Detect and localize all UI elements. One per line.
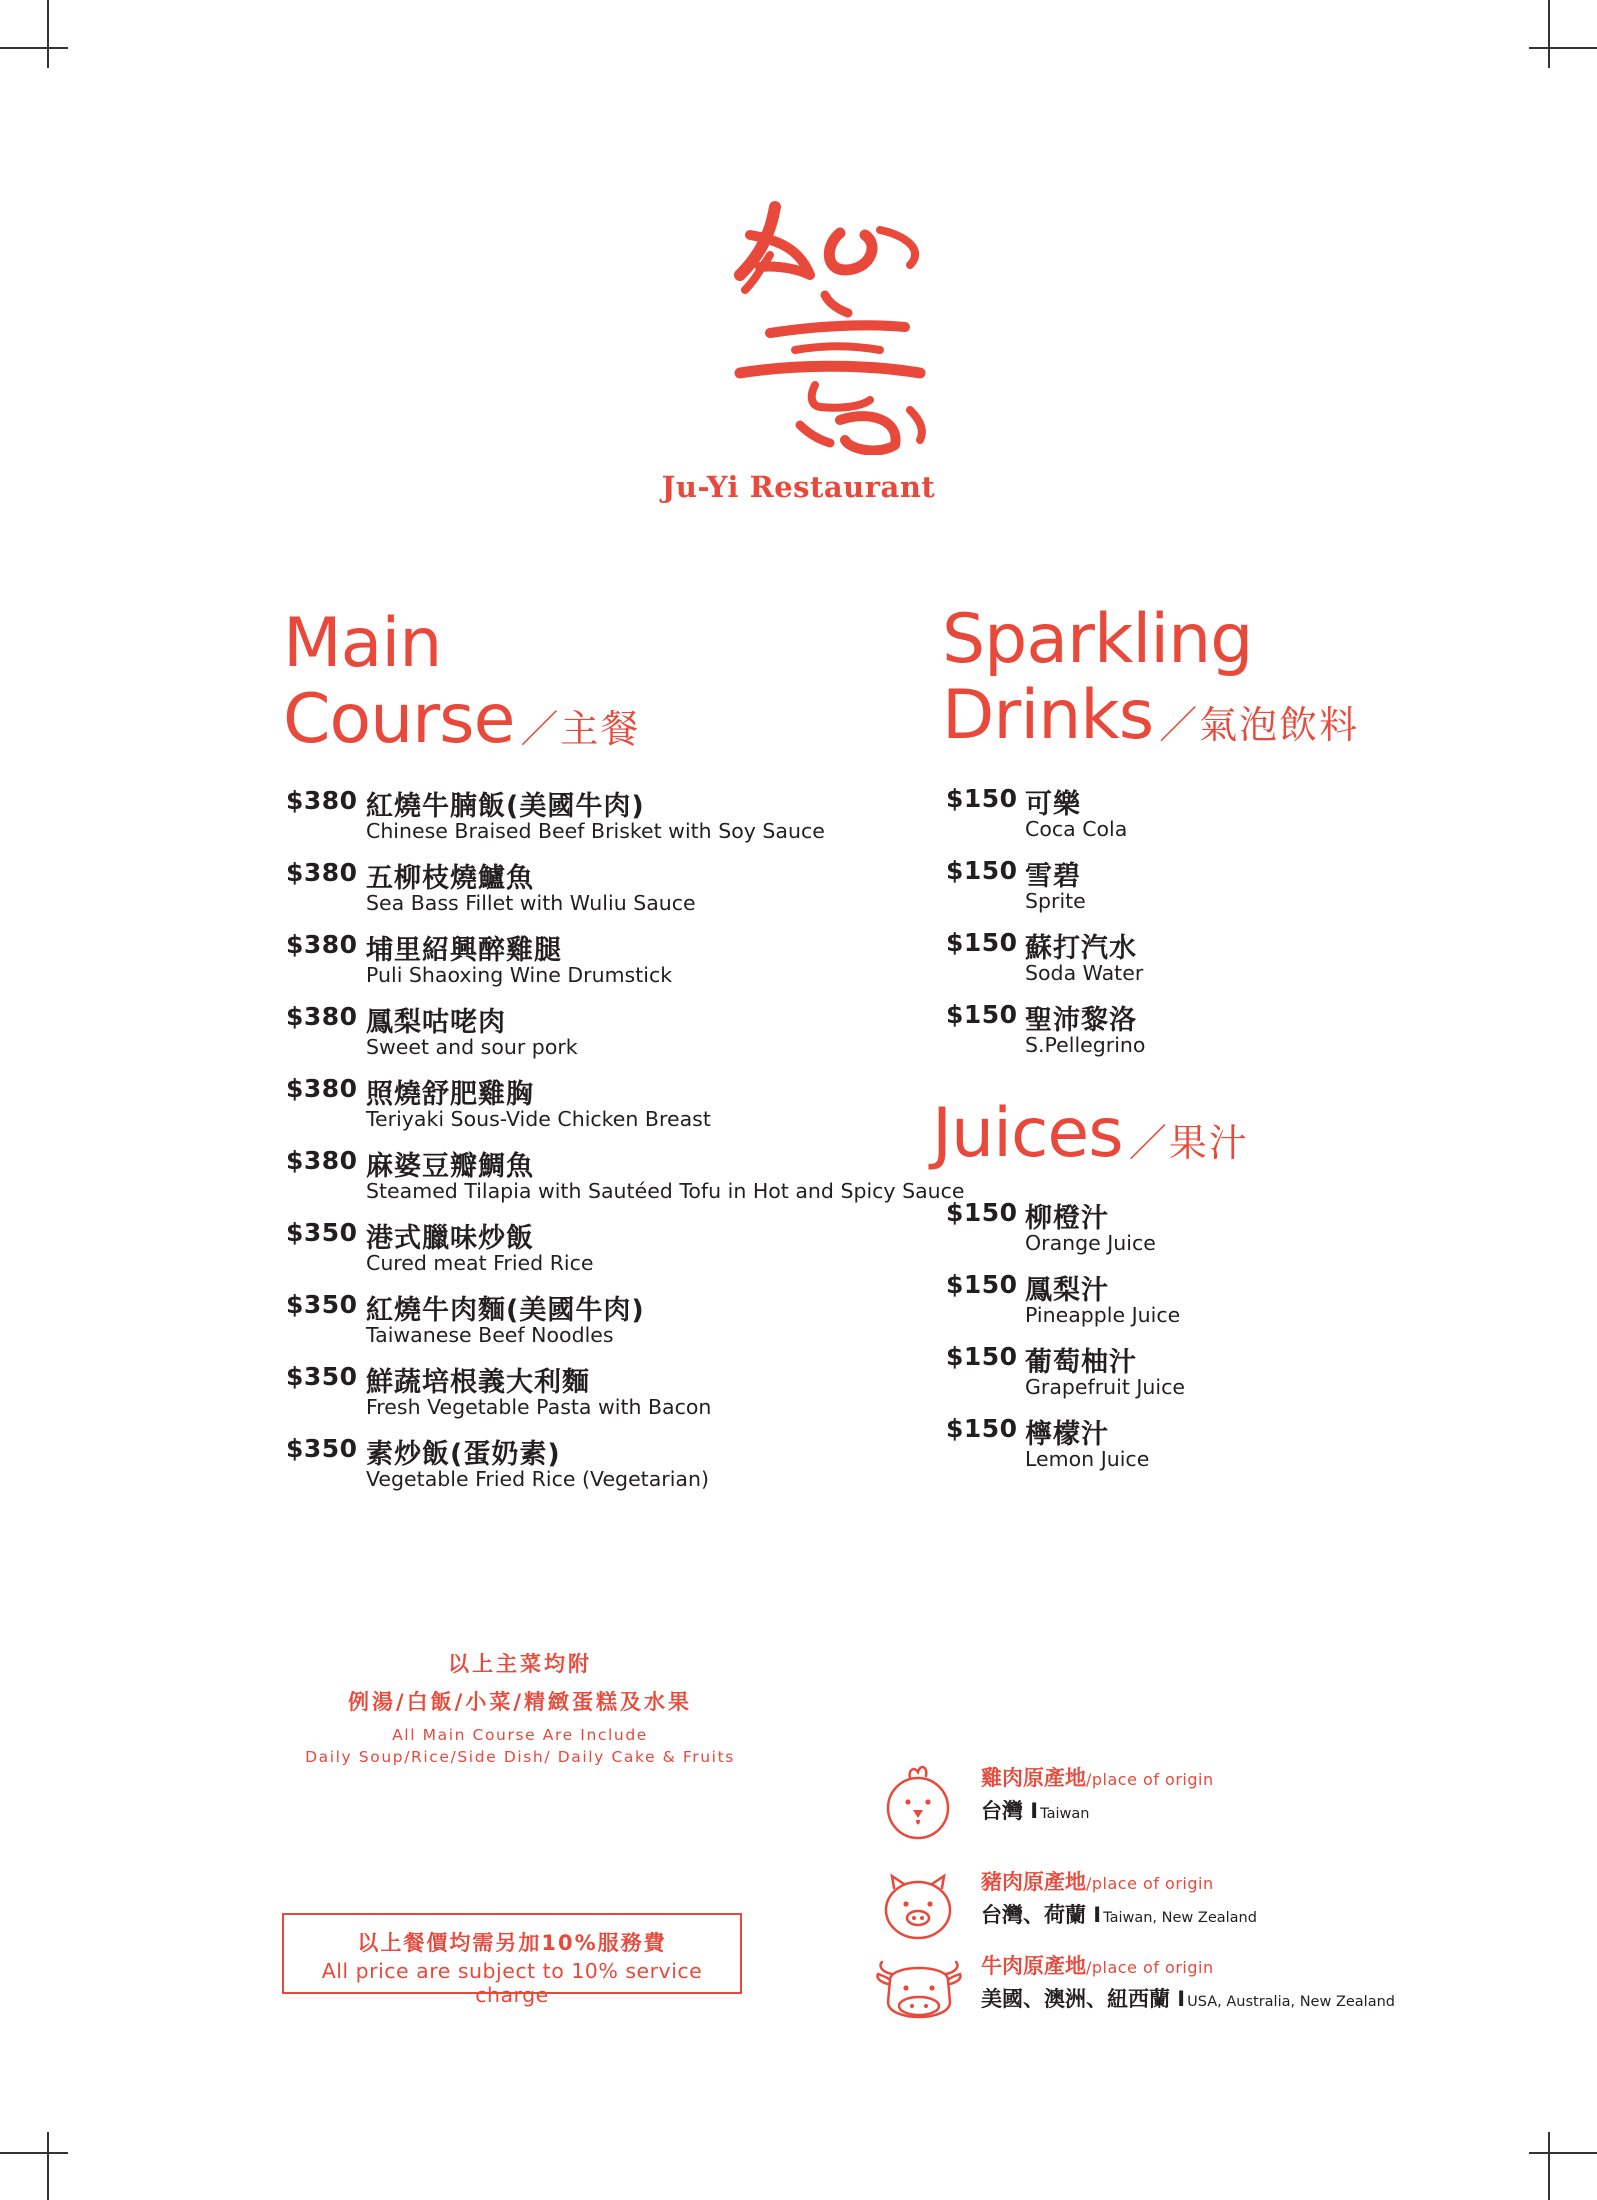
item-name-en: Sea Bass Fillet with Wuliu Sauce <box>366 891 696 915</box>
item-name-en: Steamed Tilapia with Sautéed Tofu in Hot and Spicy Sauce <box>366 1179 965 1203</box>
service-charge-en: All price are subject to 10% service charge <box>321 1959 703 2007</box>
item-name-en: Soda Water <box>1025 961 1144 985</box>
menu-item <box>286 1362 946 1434</box>
pig-icon <box>880 1866 956 1946</box>
item-name-zh: 紅燒牛腩飯(美國牛肉) <box>366 791 645 822</box>
main-course-heading <box>283 604 641 759</box>
item-name-zh: 聖沛黎洛 <box>1025 1005 1137 1036</box>
menu-item <box>946 784 1446 856</box>
menu-item <box>946 928 1446 1000</box>
menu-item <box>286 1290 946 1362</box>
origin-title: 豬肉原產地/place of origin <box>981 1870 1214 1894</box>
sparkling-heading <box>942 600 1360 755</box>
menu-item <box>286 1074 946 1146</box>
menu-item <box>946 856 1446 928</box>
menu-item <box>286 1146 965 1218</box>
item-name-en: Pineapple Juice <box>1025 1303 1181 1327</box>
item-name-zh: 鳳梨咕咾肉 <box>366 1007 506 1038</box>
includes-note-line1: 以上主菜均附 <box>448 1652 592 1676</box>
item-name-zh: 港式臘味炒飯 <box>366 1223 534 1254</box>
item-name-zh: 柳橙汁 <box>1025 1203 1109 1234</box>
item-price: $380 <box>286 1074 358 1103</box>
item-price: $350 <box>286 1362 358 1391</box>
item-name-zh: 照燒舒肥雞胸 <box>366 1079 534 1110</box>
origin-pork <box>880 1866 1480 1956</box>
menu-item <box>286 1434 946 1506</box>
item-price: $380 <box>286 1146 358 1175</box>
item-name-zh: 鮮蔬培根義大利麵 <box>366 1367 590 1398</box>
menu-item <box>286 930 946 1002</box>
item-name-zh: 可樂 <box>1025 789 1081 820</box>
includes-note-line3: All Main Course Are Include <box>392 1726 648 1744</box>
item-price: $150 <box>946 784 1018 813</box>
item-name-en: Sprite <box>1025 889 1086 913</box>
includes-note-line2: 例湯/白飯/小菜/精緻蛋糕及水果 <box>347 1690 692 1714</box>
origin-countries: 台灣 I Taiwan <box>981 1799 1090 1823</box>
cow-icon <box>874 1950 964 2030</box>
origin-beef <box>880 1950 1480 2040</box>
menu-item <box>286 786 946 858</box>
item-name-en: Grapefruit Juice <box>1025 1375 1186 1399</box>
menu-item <box>286 1218 946 1290</box>
item-name-zh: 鳳梨汁 <box>1025 1275 1109 1306</box>
item-name-en: Orange Juice <box>1025 1231 1156 1255</box>
menu-item <box>286 858 946 930</box>
service-charge-box <box>282 1913 742 2007</box>
item-price: $150 <box>946 1270 1018 1299</box>
item-price: $380 <box>286 1002 358 1031</box>
sparkling-title-line2: Drinks <box>942 676 1154 755</box>
includes-note-line4: Daily Soup/Rice/Side Dish/ Daily Cake & Fruits <box>305 1748 735 1766</box>
item-price: $150 <box>946 1414 1018 1443</box>
item-price: $150 <box>946 1000 1018 1029</box>
item-name-en: Lemon Juice <box>1025 1447 1150 1471</box>
item-name-en: Chinese Braised Beef Brisket with Soy Sauce <box>366 819 825 843</box>
menu-item <box>946 1000 1446 1072</box>
main-course-title-zh: ／主餐 <box>520 707 641 751</box>
item-name-zh: 檸檬汁 <box>1025 1419 1109 1450</box>
item-name-en: Sweet and sour pork <box>366 1035 578 1059</box>
includes-note <box>280 1648 760 1766</box>
item-name-zh: 紅燒牛肉麵(美國牛肉) <box>366 1295 645 1326</box>
menu-item <box>946 1342 1446 1414</box>
item-price: $150 <box>946 1198 1018 1227</box>
main-course-title-line1: Main <box>283 604 442 683</box>
item-name-zh: 五柳枝燒鱸魚 <box>366 863 534 894</box>
item-name-en: Fresh Vegetable Pasta with Bacon <box>366 1395 712 1419</box>
item-name-en: Puli Shaoxing Wine Drumstick <box>366 963 673 987</box>
item-name-en: Taiwanese Beef Noodles <box>366 1323 614 1347</box>
service-charge-zh: 以上餐價均需另加10%服務費 <box>357 1931 667 1955</box>
item-price: $380 <box>286 786 358 815</box>
sparkling-title-zh: ／氣泡飲料 <box>1159 703 1360 747</box>
item-name-zh: 麻婆豆瓣鯛魚 <box>366 1151 534 1182</box>
juices-heading <box>932 1094 1249 1173</box>
item-price: $380 <box>286 858 358 887</box>
origin-title: 雞肉原產地/place of origin <box>981 1766 1214 1790</box>
origin-countries: 台灣、荷蘭 I Taiwan, New Zealand <box>981 1903 1257 1927</box>
origin-title: 牛肉原產地/place of origin <box>981 1954 1214 1978</box>
menu-item <box>946 1198 1446 1270</box>
item-price: $350 <box>286 1218 358 1247</box>
sparkling-title-line1: Sparkling <box>942 600 1253 679</box>
item-price: $350 <box>286 1290 358 1319</box>
item-price: $380 <box>286 930 358 959</box>
restaurant-logo <box>730 195 970 455</box>
menu-item <box>946 1414 1446 1486</box>
origin-countries: 美國、澳洲、紐西蘭 I USA, Australia, New Zealand <box>981 1987 1395 2011</box>
restaurant-name: Ju-Yi Restaurant <box>661 470 936 504</box>
origin-chicken <box>880 1762 1480 1852</box>
item-price: $150 <box>946 1342 1018 1371</box>
item-name-en: Teriyaki Sous-Vide Chicken Breast <box>366 1107 711 1131</box>
item-name-zh: 雪碧 <box>1025 861 1081 892</box>
item-name-en: S.Pellegrino <box>1025 1033 1146 1057</box>
menu-item <box>946 1270 1446 1342</box>
item-name-zh: 葡萄柚汁 <box>1025 1347 1137 1378</box>
item-price: $150 <box>946 856 1018 885</box>
main-course-list <box>286 786 965 1506</box>
item-name-en: Coca Cola <box>1025 817 1128 841</box>
item-name-en: Vegetable Fried Rice (Vegetarian) <box>366 1467 709 1491</box>
item-price: $350 <box>286 1434 358 1463</box>
menu-item <box>286 1002 946 1074</box>
item-name-zh: 埔里紹興醉雞腿 <box>366 935 562 966</box>
chicken-icon <box>880 1762 956 1842</box>
item-name-en: Cured meat Fried Rice <box>366 1251 594 1275</box>
item-name-zh: 蘇打汽水 <box>1025 933 1137 964</box>
sparkling-list <box>946 784 1446 1072</box>
juices-title-zh: ／果汁 <box>1128 1121 1249 1165</box>
juices-list <box>946 1198 1446 1486</box>
juices-title: Juices <box>932 1094 1123 1173</box>
item-name-zh: 素炒飯(蛋奶素) <box>366 1439 561 1470</box>
main-course-title-line2: Course <box>283 680 515 759</box>
item-price: $150 <box>946 928 1018 957</box>
